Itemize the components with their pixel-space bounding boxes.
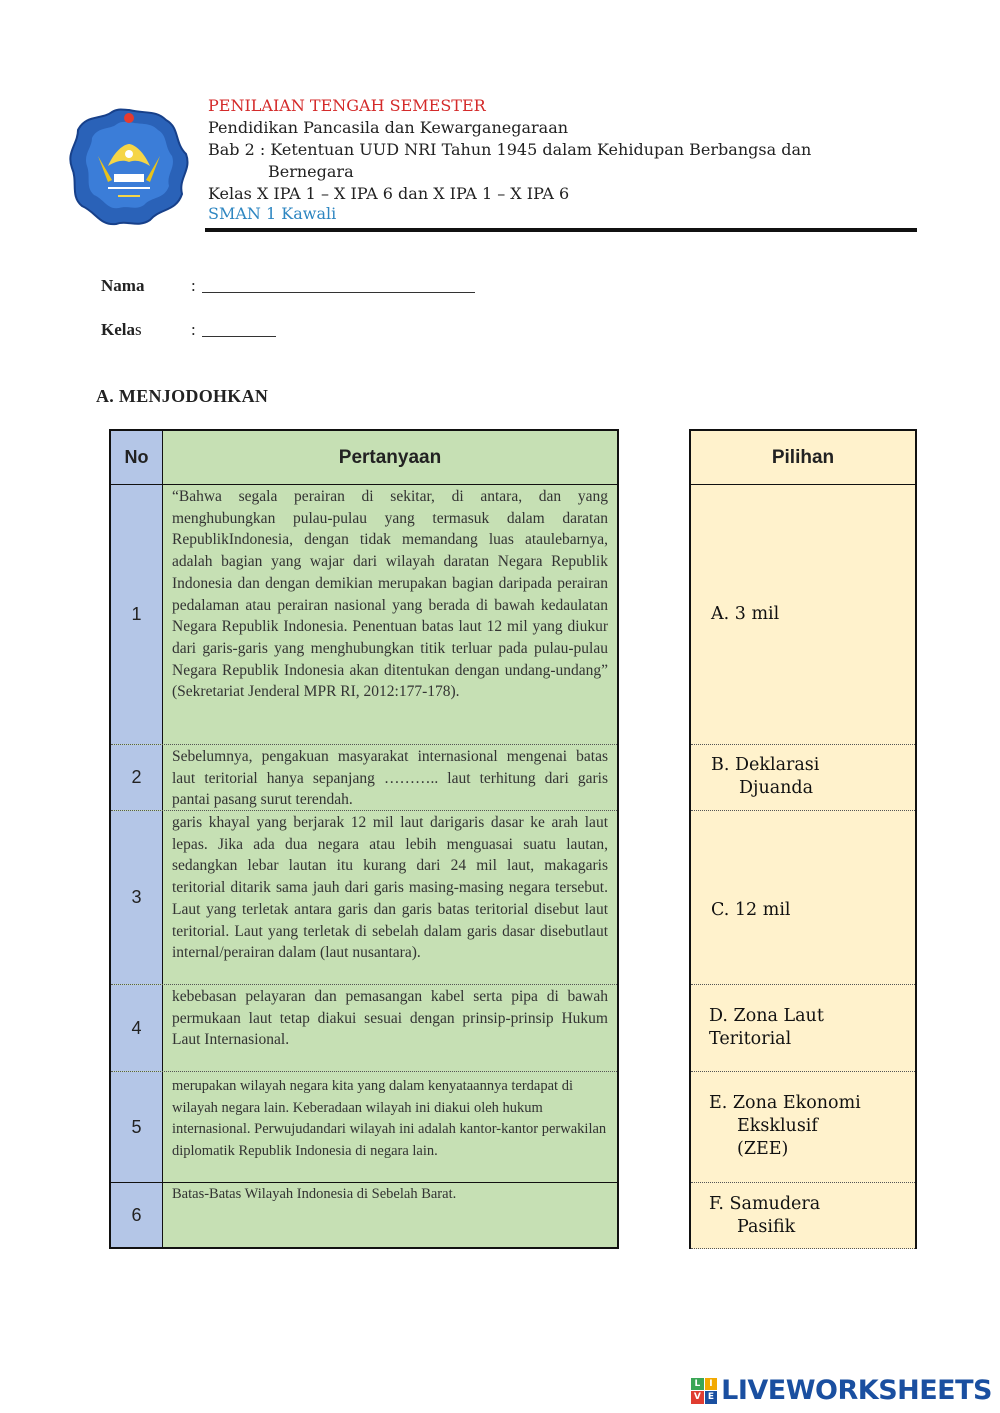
nama-colon: : (191, 276, 196, 295)
question-text: kebebasan pelayaran dan pemasangan kabel serta pipa di bawah permukaan laut tetap diakui sesuai dengan prinsip-prinsip Hukum Laut Internasional. (172, 988, 608, 1049)
question-text: Batas-Batas Wilayah Indonesia di Sebelah Barat. (172, 1186, 457, 1202)
exam-title: PENILAIAN TENGAH SEMESTER (208, 96, 486, 115)
liveworksheets-logo-icon: L I V E (691, 1378, 717, 1404)
choice-option[interactable]: E. Zona Ekonomi Eksklusif (ZEE) (709, 1093, 861, 1159)
school-logo (68, 108, 190, 226)
question-row (111, 810, 617, 984)
header-rule (205, 228, 917, 232)
choice-option[interactable]: F. Samudera Pasifik (709, 1194, 821, 1237)
choice-option[interactable]: C. 12 mil (711, 900, 791, 920)
nama-field[interactable] (202, 292, 475, 293)
question-row (111, 1071, 617, 1182)
col-question-header: Pertanyaan (338, 446, 442, 468)
choice-cell[interactable] (691, 485, 915, 744)
question-number: 1 (111, 485, 163, 744)
question-row (111, 744, 617, 810)
choice-option[interactable]: B. Deklarasi Djuanda (711, 755, 820, 798)
question-number: 4 (111, 985, 163, 1071)
choice-cell[interactable] (691, 1182, 915, 1249)
question-text: merupakan wilayah negara kita yang dalam kenyataannya terdapat di wilayah negara lain. Keberadaan wilayah ini diakui oleh hukum internasional. Perwujudandari wilayah ini adalah kantor-kantor perwakilan diplomatik Republik Indonesia di negara lain. (172, 1078, 607, 1159)
choice-cell[interactable] (691, 744, 915, 810)
kelas-colon: : (191, 320, 196, 339)
question-number: 5 (111, 1072, 163, 1182)
school-name: SMAN 1 Kawali (208, 204, 337, 223)
choices-header: Pilihan (691, 431, 915, 485)
section-title: A. MENJODOHKAN (96, 386, 269, 406)
class-info: Kelas X IPA 1 – X IPA 6 dan X IPA 1 – X IPA 6 (208, 184, 570, 203)
question-table (109, 429, 619, 1249)
col-no-header: No (111, 431, 163, 484)
question-text: “Bahwa segala perairan di sekitar, di antara, dan yang menghubungkan pulau-pulau yang termasuk dalam daratan RepublikIndonesia, dengan tidak memandang luas ataulebarnya, adalah bagian yang wajar dari wilayah daratan Negara Republik Indonesia dan dengan demikian merupakan bagian daripada perairan pedalaman atau perairan nasional yang berada di bawah kedaulatan Negara Republik Indonesia. Penentuan batas laut 12 mil yang diukur dari garis-garis yang menghubungkan titik terluar pada pulau-pulau Negara Republik Indonesia akan ditentukan dengan undang-undang” (Sekretariat Jenderal MPR RI, 2012:177-178). (172, 488, 608, 701)
question-number: 6 (111, 1183, 163, 1247)
choice-cell[interactable] (691, 1071, 915, 1182)
nama-label: Nama (101, 276, 145, 295)
choice-option[interactable]: D. Zona Laut Teritorial (709, 1006, 824, 1049)
watermark-text: LIVEWORKSHEETS (721, 1375, 992, 1406)
question-number: 3 (111, 811, 163, 984)
question-text: garis khayal yang berjarak 12 mil laut darigaris dasar ke arah laut lepas. Jika ada dua negara atau lebih menguasai suatu lautan, sedangkan lebar lautan itu kurang dari 24 mil laut, makagaris teritorial ditarik sama jauh dari garis masing-masing negara tersebut. Laut yang terletak antara garis dan garis batas teritorial disebut laut teritorial. Laut yang terletak di sebelah dalam garis dasar disebutlaut internal/perairan dalam (laut nusantara). (172, 814, 608, 962)
subject-name: Pendidikan Pancasila dan Kewarganegaraan (208, 118, 569, 137)
question-row (111, 485, 617, 744)
question-table-header (111, 431, 617, 485)
choice-cell[interactable] (691, 810, 915, 984)
choices-table (689, 429, 917, 1249)
chapter-title-cont: Bernegara (268, 162, 354, 181)
question-number: 2 (111, 745, 163, 810)
choice-option[interactable]: A. 3 mil (711, 604, 780, 624)
choice-cell[interactable] (691, 984, 915, 1071)
question-row (111, 984, 617, 1071)
chapter-title: Bab 2 : Ketentuan UUD NRI Tahun 1945 dalam Kehidupan Berbangsa dan (208, 140, 812, 159)
kelas-label: Kelas (101, 320, 142, 339)
question-text: Sebelumnya, pengakuan masyarakat internasional mengenai batas laut teritorial hanya sepanjang ……….. laut terhitung dari garis pantai pasang surut terendah. (172, 748, 608, 809)
kelas-field[interactable] (202, 336, 276, 337)
liveworksheets-watermark (691, 1375, 992, 1406)
question-row (111, 1182, 617, 1247)
